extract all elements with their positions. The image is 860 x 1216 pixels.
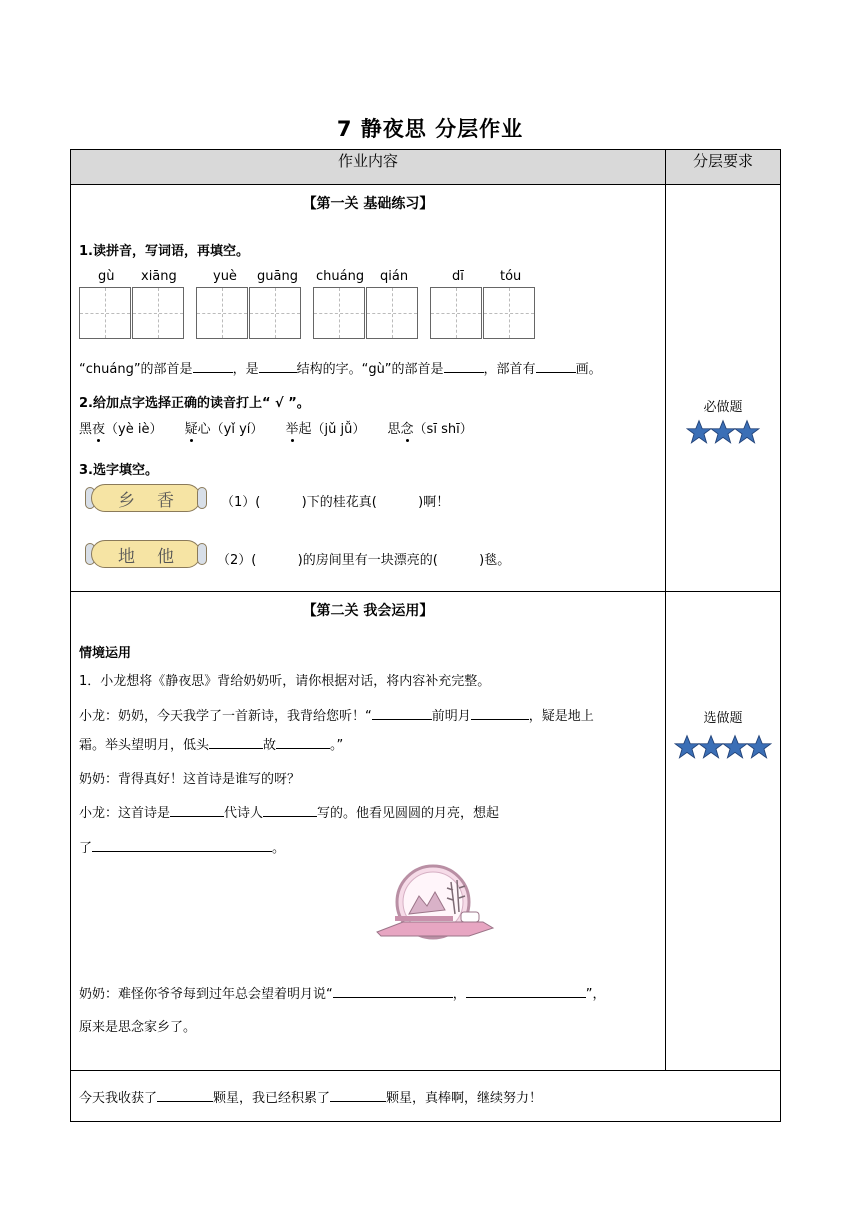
- pronounce-item[interactable]: 思念（sī shī）: [387, 422, 473, 437]
- header-level: 分层要求: [666, 150, 781, 185]
- section1-cell: [71, 185, 666, 592]
- pinyin-xiang: xiāng: [141, 269, 177, 284]
- writing-box[interactable]: [366, 287, 418, 339]
- dialog-line-2: 霜。举头望明月，低头 故 。”: [79, 738, 344, 753]
- homework-table: [70, 149, 781, 1122]
- fill-text: “chuáng”的部首是: [79, 362, 193, 377]
- choice-char: 乡: [118, 490, 135, 511]
- pinyin-gu: gù: [98, 269, 115, 284]
- q1-prompt: 1.读拼音，写词语，再填空。: [79, 244, 249, 259]
- answer-blank[interactable]: [170, 804, 224, 817]
- star-rating: [666, 419, 780, 449]
- fill-text: ，部首有: [483, 362, 536, 377]
- page-title: 7 静夜思 分层作业: [336, 117, 524, 141]
- section1-level-cell: [666, 185, 781, 592]
- writing-box[interactable]: [483, 287, 535, 339]
- header-content: 作业内容: [71, 150, 666, 185]
- pronounce-item[interactable]: 疑心（yǐ yí）: [184, 422, 264, 437]
- q2-options: [79, 418, 473, 437]
- pinyin-qian: qián: [380, 269, 409, 284]
- answer-blank[interactable]: [444, 360, 484, 373]
- dialog-line-6: 奶奶：难怪你爷爷每到过年总会望着明月说“ ， ”，: [79, 987, 606, 1002]
- answer-blank[interactable]: [471, 707, 529, 720]
- footer-cell: [71, 1071, 781, 1122]
- pronounce-item[interactable]: 黑夜（yè iè）: [79, 422, 163, 437]
- section1-title: 【第一关 基础练习】: [302, 196, 434, 212]
- pinyin-yue: yuè: [213, 269, 237, 284]
- section2-subtitle: 情境运用: [79, 646, 132, 661]
- writing-box[interactable]: [313, 287, 365, 339]
- pronounce-item[interactable]: 举起（jǔ jǚ）: [285, 422, 366, 437]
- star-icon: [698, 734, 724, 760]
- choice-char: 地: [118, 546, 135, 567]
- q2-prompt: 2.给加点字选择正确的读音打上“ √ ”。: [79, 396, 310, 411]
- answer-blank[interactable]: [372, 707, 432, 720]
- star-icon: [674, 734, 700, 760]
- dialog-line-7: 原来是思念家乡了。: [79, 1020, 197, 1035]
- q1-fill-line: [79, 358, 602, 377]
- writing-box[interactable]: [249, 287, 301, 339]
- pinyin-tou: tóu: [500, 269, 522, 284]
- fill-text: 结构的字。“gù”的部首是: [296, 362, 444, 377]
- answer-blank[interactable]: [209, 736, 263, 749]
- section2-level-cell: [666, 592, 781, 1071]
- pinyin-chuang: chuáng: [316, 269, 365, 284]
- level-label-required: 必做题: [703, 400, 743, 415]
- pinyin-guang: guāng: [257, 269, 298, 284]
- star-icon: [746, 734, 772, 760]
- star-icon: [710, 419, 736, 445]
- choice-char: 香: [157, 490, 174, 511]
- answer-blank[interactable]: [276, 736, 330, 749]
- q3-prompt: 3.选字填空。: [79, 463, 158, 478]
- answer-blank[interactable]: [157, 1089, 213, 1102]
- dialog-line-1: 小龙：奶奶，今天我学了一首新诗，我背给您听！“ 前明月 ，疑是地上: [79, 709, 594, 724]
- writing-box[interactable]: [196, 287, 248, 339]
- answer-blank[interactable]: [259, 360, 297, 373]
- section2-intro: 1．小龙想将《静夜思》背给奶奶听，请你根据对话，将内容补充完整。: [79, 674, 491, 689]
- answer-blank[interactable]: [536, 360, 576, 373]
- fill-text: ，是: [232, 362, 259, 377]
- dialog-line-3: 奶奶：背得真好！这首诗是谁写的呀？: [79, 772, 301, 787]
- writing-box[interactable]: [132, 287, 184, 339]
- answer-blank[interactable]: [333, 985, 453, 998]
- answer-blank[interactable]: [92, 839, 272, 852]
- section2-cell: [71, 592, 666, 1071]
- fill-text: 画。: [575, 362, 602, 377]
- answer-blank[interactable]: [466, 985, 586, 998]
- q3-line-2: （2）( )的房间里有一块漂亮的( )毯。: [217, 553, 511, 568]
- level-label-optional: 选做题: [703, 711, 743, 726]
- word-scroll-2: [83, 537, 209, 571]
- star-icon: [734, 419, 760, 445]
- q3-line-1: （1）( )下的桂花真( )啊！: [221, 495, 450, 510]
- answer-blank[interactable]: [263, 804, 317, 817]
- answer-blank[interactable]: [330, 1089, 386, 1102]
- star-icon: [686, 419, 712, 445]
- writing-box[interactable]: [430, 287, 482, 339]
- footer-line: 今天我收获了 颗星，我已经积累了 颗星，真棒啊，继续努力！: [79, 1090, 543, 1106]
- star-rating: [666, 734, 780, 764]
- star-icon: [722, 734, 748, 760]
- dialog-line-4: 小龙：这首诗是 代诗人 写的。他看见圆圆的月亮，想起: [79, 806, 500, 821]
- word-scroll-1: [83, 481, 209, 515]
- choice-char: 他: [157, 546, 174, 567]
- pinyin-di: dī: [452, 269, 464, 284]
- dialog-line-5: 了 。: [79, 841, 286, 856]
- moon-window-illustration: [373, 862, 497, 944]
- answer-blank[interactable]: [193, 360, 233, 373]
- writing-box[interactable]: [79, 287, 131, 339]
- section2-title: 【第二关 我会运用】: [302, 603, 434, 619]
